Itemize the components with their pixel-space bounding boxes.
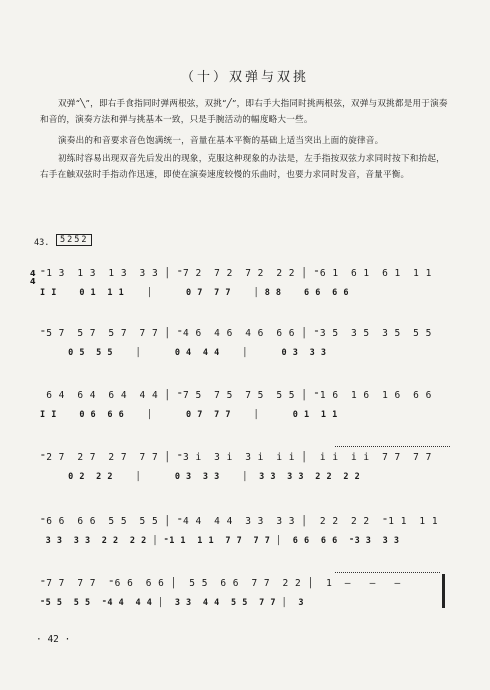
upper-staff-line: ⁼7 7 7 7 ⁼6 6 6 6 │ 5 5 6 6 7 7 2 2 │ 1 – – –: [40, 578, 401, 589]
exercise-number: 43.: [34, 238, 50, 248]
score-system-3: [30, 384, 450, 444]
time-signature-top: 4: [30, 269, 36, 278]
time-signature: [30, 270, 36, 286]
final-barline: [442, 574, 445, 608]
page-number: · 42 ·: [36, 634, 71, 645]
lower-staff-line: 0 5 5 5 │ 0 4 4 4 │ 0 3 3 3: [40, 348, 327, 358]
upper-staff-line: ⁼2 7 2 7 2 7 7 7 │ ⁼3 i 3 i 3 i i i │ i i i i 7 7 7 7: [40, 452, 432, 463]
dotted-octave-line: [335, 572, 440, 573]
upper-staff-line: ⁼5 7 5 7 5 7 7 7 │ ⁼4 6 4 6 4 6 6 6 │ ⁼3 5 3 5 3 5 5 5: [40, 328, 432, 339]
score-system-4: [30, 446, 450, 506]
upper-staff-line: 6 4 6 4 6 4 4 4 │ ⁼7 5 7 5 7 5 5 5 │ ⁼1 6 1 6 1 6 6 6: [40, 390, 432, 401]
lower-staff-line: 3 3 3 3 2 2 2 2 │ ⁼1 1 1 1 7 7 7 7 │ 6 6 6 6 ⁼3 3 3 3: [40, 536, 400, 546]
time-signature-bottom: 4: [30, 277, 36, 286]
exercise-pattern-box: 5252: [56, 234, 92, 246]
score-system-1: [30, 262, 450, 322]
paragraph-double-pluck-intro: 双弹“╲”，即右手食指同时弹两根弦，双挑“╱”，即右手大指同时挑两根弦，双弹与双挑都是用于演奏和音的，演奏方法和弹与挑基本一致，只是手腕活动的幅度略大一些。: [40, 99, 448, 125]
upper-staff-line: ⁼1 3 1 3 1 3 3 3 │ ⁼7 2 7 2 7 2 2 2 │ ⁼6 1 6 1 6 1 1 1: [40, 268, 432, 279]
lower-staff-line: 0 2 2 2 │ 0 3 3 3 │ 3 3 3 3 2 2 2 2: [40, 472, 361, 482]
score-system-6: [30, 572, 450, 632]
paragraph-practice-tips: 初练时容易出现双音先后发出的现象，克服这种现象的办法是，左手指按双弦力求同时按下和抬起，右手在触双弦时手指动作迅速，即使在演奏速度较慢的乐曲时，也要力求同时发音，音量平衡。: [40, 154, 445, 180]
dotted-octave-line: [335, 446, 450, 447]
lower-staff-line: ⁼5 5 5 5 ⁼4 4 4 4 │ 3 3 4 4 5 5 7 7 │ 3: [40, 598, 305, 608]
section-title: （十）双弹与双挑: [180, 70, 309, 85]
lower-staff-line: I I 0 6 6 6 │ 0 7 7 7 │ 0 1 1 1: [40, 410, 338, 420]
upper-staff-line: ⁼6 6 6 6 5 5 5 5 │ ⁼4 4 4 4 3 3 3 3 │ 2 2 2 2 ⁼1 1 1 1: [40, 516, 439, 527]
score-system-2: [30, 322, 450, 382]
score-system-5: [30, 510, 450, 570]
lower-staff-line: I I 0 1 1 1 │ 0 7 7 7 │ 8 8 6 6 6 6: [40, 288, 349, 298]
paragraph-tone-requirement: 演奏出的和音要求音色饱满统一，音量在基本平衡的基础上适当突出上面的旋律音。: [58, 136, 384, 146]
